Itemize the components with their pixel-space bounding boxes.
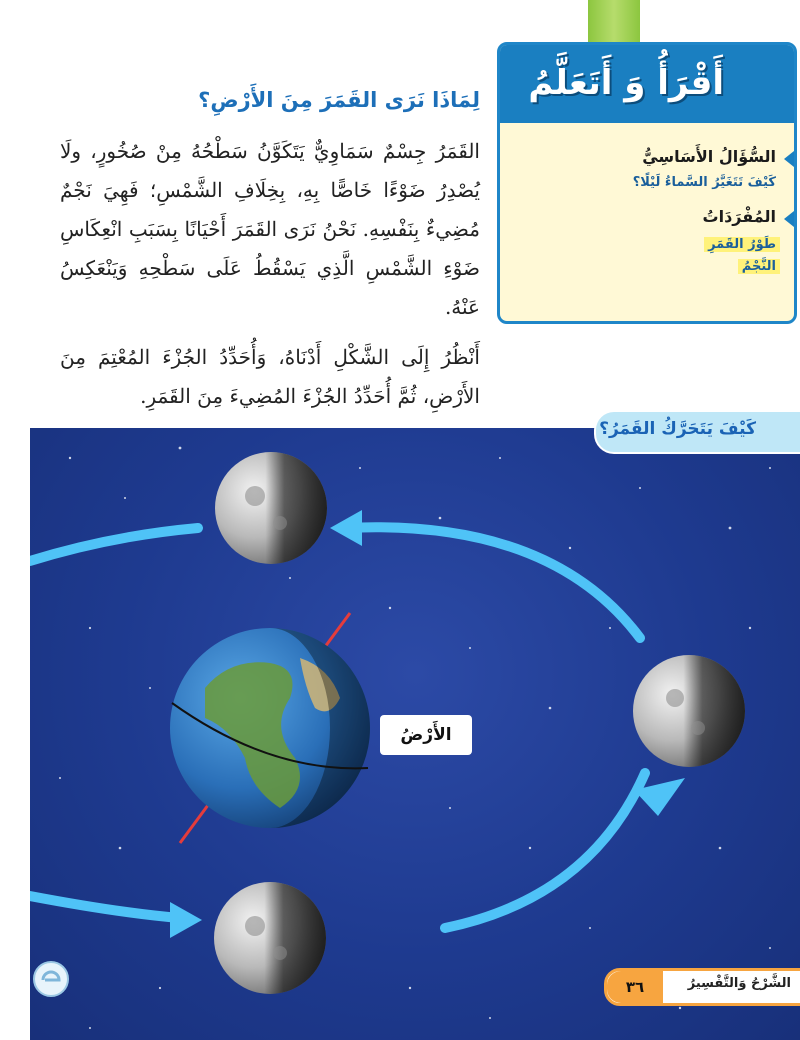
earth-label: الأَرْضُ bbox=[380, 715, 472, 755]
moon-right bbox=[633, 655, 745, 767]
orbit-arrow-icon bbox=[170, 902, 202, 938]
bullet-triangle-icon bbox=[784, 211, 794, 227]
essential-question-label: السُّؤَالُ الأَسَاسِيُّ bbox=[642, 147, 776, 166]
essential-question-text: كَيْفَ تَتَغَيَّرُ السَّماءُ لَيْلًا؟ bbox=[632, 175, 776, 190]
section-banner bbox=[594, 410, 800, 454]
orbit-path bbox=[445, 773, 645, 928]
publisher-logo-icon bbox=[32, 960, 70, 998]
read-and-learn-header bbox=[500, 45, 794, 123]
moon-bottom bbox=[214, 882, 326, 994]
vocabulary-item: النَّجْمُ bbox=[738, 259, 780, 274]
bullet-triangle-icon bbox=[784, 151, 794, 167]
vocabulary-item: طَوْرُ القَمَرِ bbox=[704, 237, 780, 252]
orbit-path bbox=[345, 527, 640, 638]
moon-top bbox=[215, 452, 327, 564]
footer-bar bbox=[604, 968, 800, 1006]
orbit-arrow-icon bbox=[330, 510, 362, 546]
paragraph: القَمَرُ جِسْمٌ سَمَاوِيٌّ يَتَكَوَّنُ سَطْحُهُ مِنْ صُخُورٍ، ولَا يُصْدِرُ ضَوْءًا خَاصًّا بِهِ، بِخِلَافِ الشَّمْسِ؛ فَهِيَ نَجْمٌ مُضِيءٌ بِنَفْسِهِ. نَحْنُ نَرَى القَمَرَ أَحْيَانًا بِسَبَبِ انْعِكَاسِ ضَوْءِ الشَّمْسِ الَّذِي يَسْقُطُ عَلَى سَطْحِهِ وَيَنْعَكِسُ عَنْهُ. bbox=[60, 139, 480, 319]
section-heading: لِمَاذَا نَرَى القَمَرَ مِنَ الأَرْضِ؟ bbox=[198, 88, 480, 112]
vocabulary-label: المُفْرَدَاتُ bbox=[702, 207, 776, 226]
section-title: كَيْفَ يَتَحَرَّكُ القَمَرُ؟ bbox=[599, 419, 756, 439]
read-and-learn-title: أَقْرَأُ وَ أَتَعَلَّمُ bbox=[528, 63, 724, 103]
instruction-paragraph: أَنْظُرُ إِلَى الشَّكْلِ أَدْنَاهُ، وَأُحَدِّدُ الجُزْءَ المُعْتِمَ مِنَ الأَرْضِ، ثُمَّ أُحَدِّدُ الجُزْءَ المُضِيءَ مِنَ القَمَرِ. bbox=[60, 345, 480, 408]
earth bbox=[170, 628, 370, 828]
page-number: ٣٦ bbox=[607, 971, 663, 1003]
footer-section-label: الشَّرْحُ وَالتَّفْسِيرُ bbox=[687, 976, 791, 991]
read-and-learn-box bbox=[497, 42, 797, 324]
orbit-path bbox=[30, 896, 180, 918]
orbit-path bbox=[30, 528, 198, 561]
